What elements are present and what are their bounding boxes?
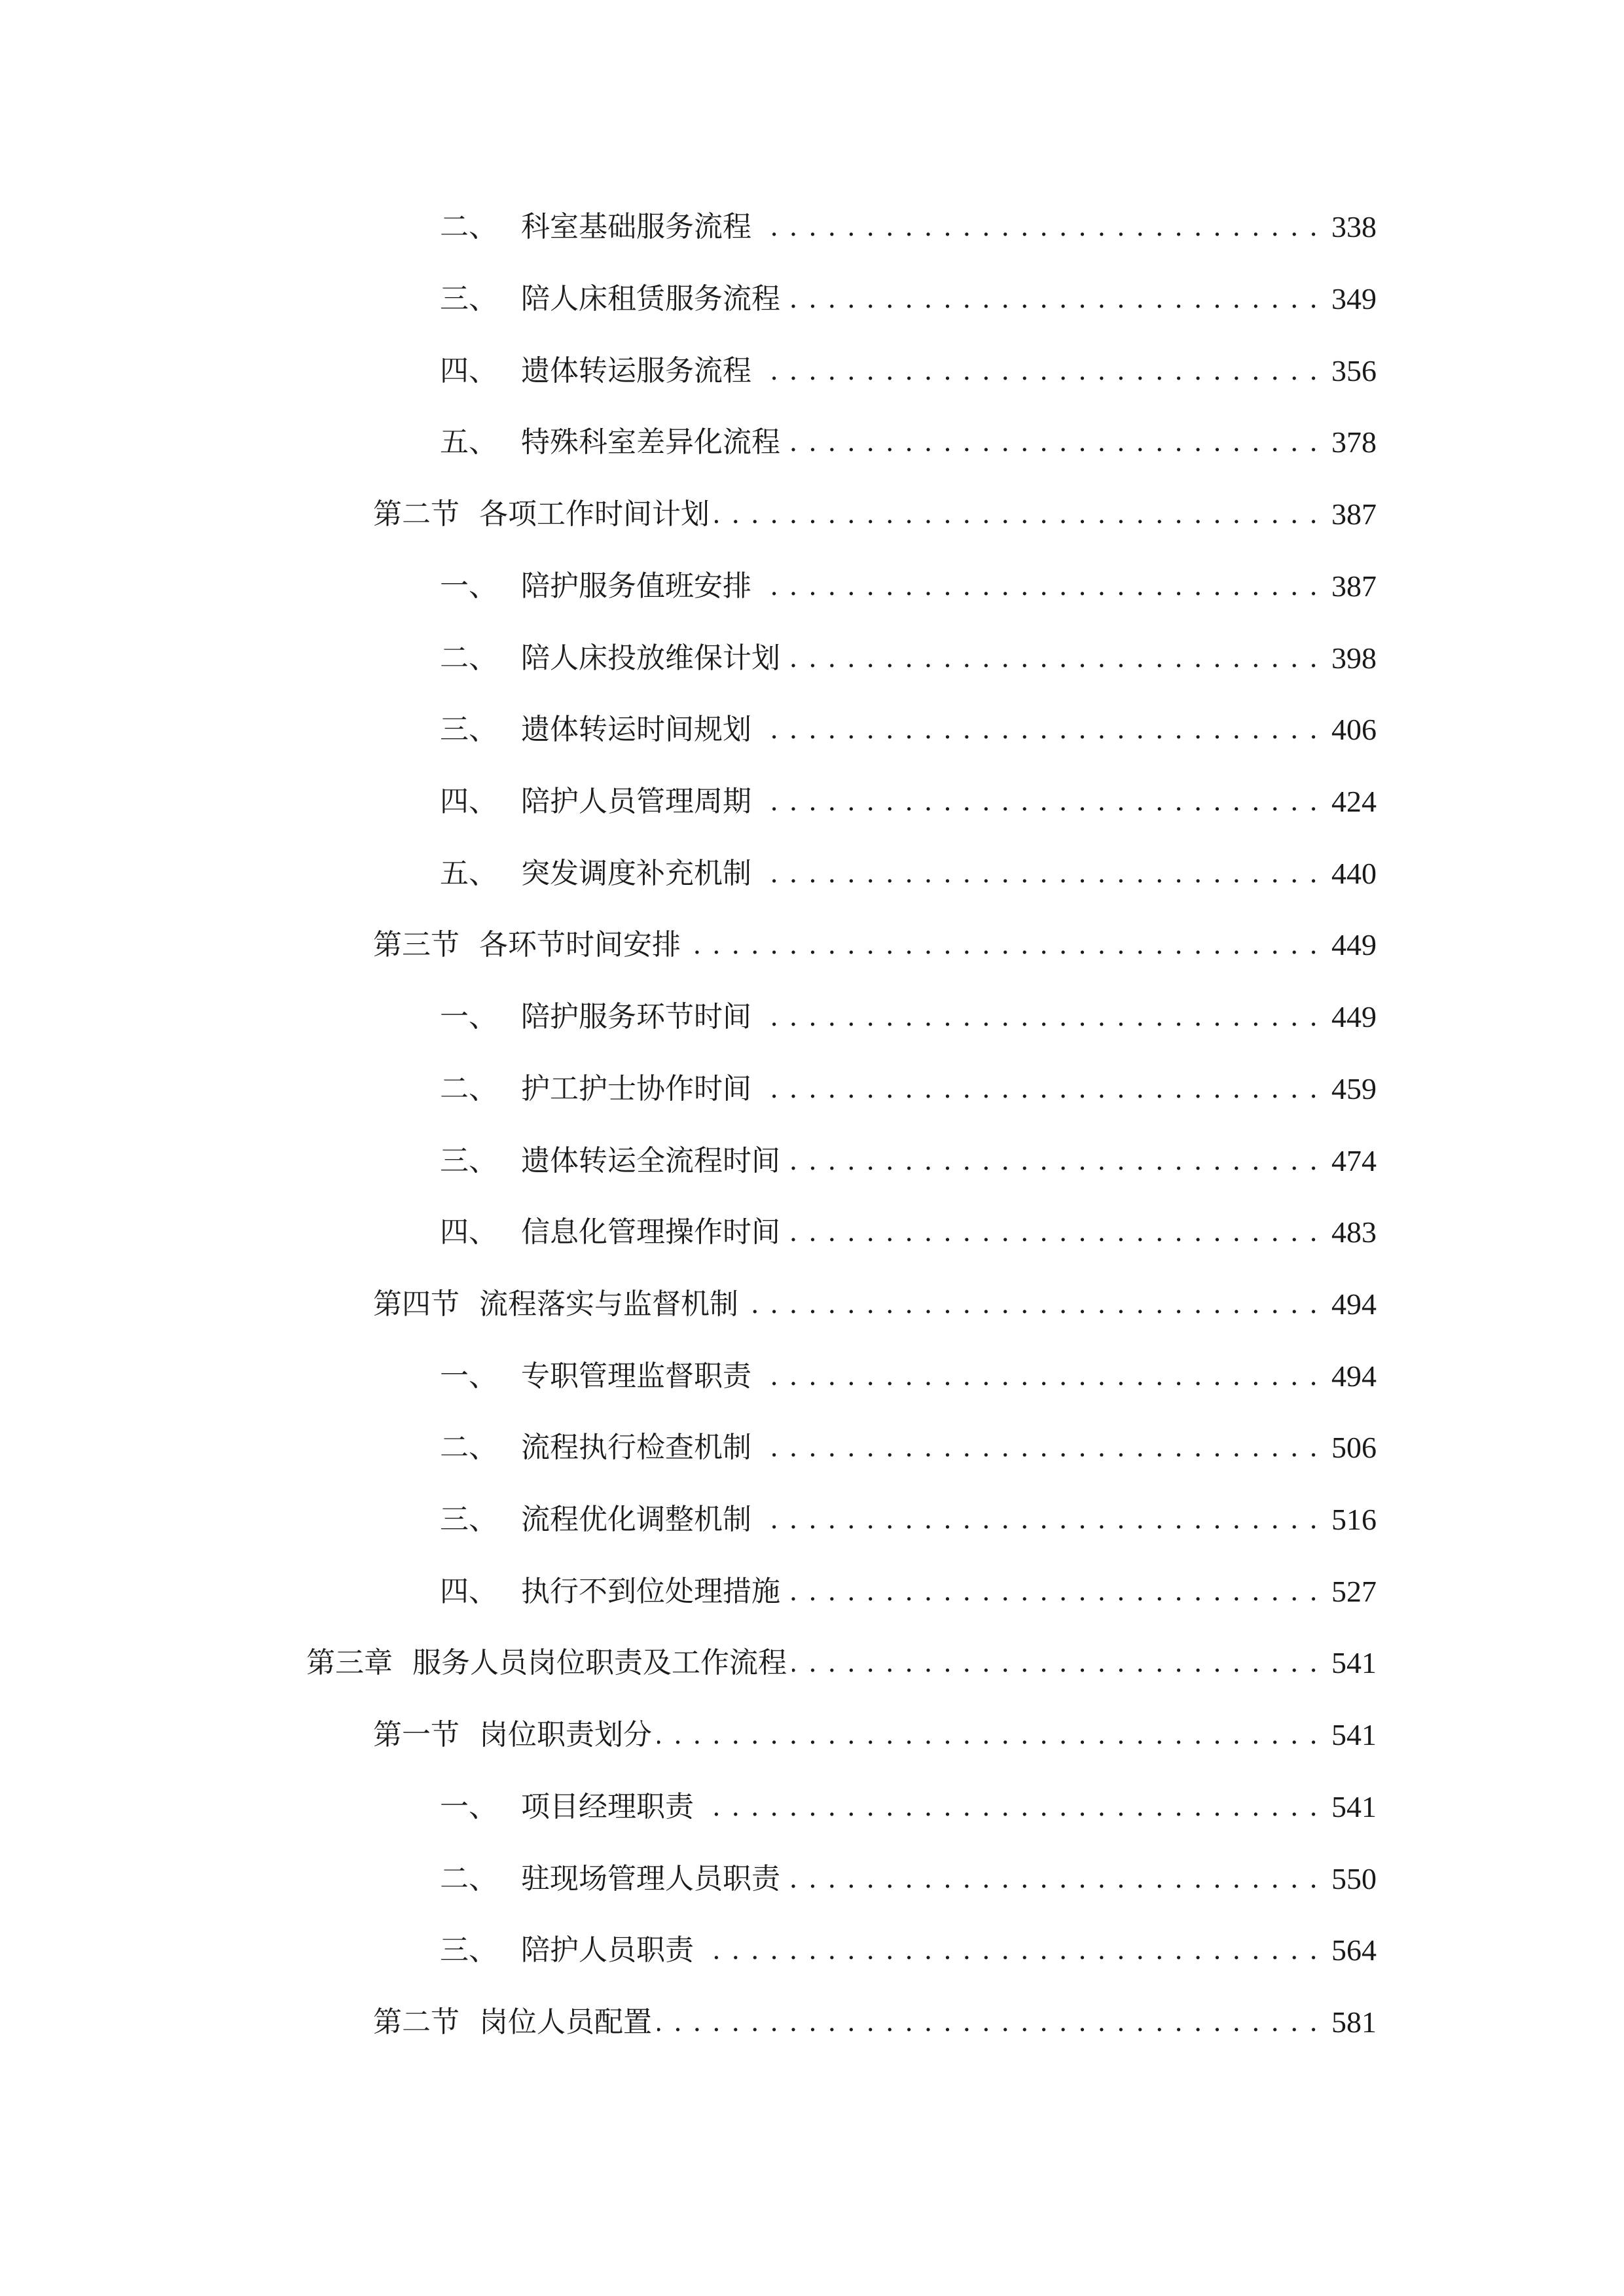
dot-leader bbox=[757, 704, 1319, 756]
dot-leader bbox=[785, 632, 1319, 685]
dot-leader bbox=[785, 273, 1319, 325]
dot-leader bbox=[657, 1996, 1319, 2049]
entry-number: 三、 bbox=[440, 1144, 497, 1177]
entry-title: 陪护人员职责 bbox=[521, 1933, 694, 1967]
entry-title: 陪人床租赁服务流程 bbox=[521, 282, 780, 315]
dot-leader bbox=[785, 416, 1319, 469]
entry-page-number: 459 bbox=[1331, 1072, 1377, 1105]
entry-number: 二、 bbox=[440, 1862, 497, 1895]
toc-entry[interactable] bbox=[440, 1422, 1377, 1474]
entry-number: 二、 bbox=[440, 1072, 497, 1105]
entry-title: 流程落实与监督机制 bbox=[479, 1287, 738, 1321]
entry-number: 第三节 bbox=[373, 928, 460, 961]
entry-page-number: 494 bbox=[1331, 1287, 1377, 1321]
entry-title: 各项工作时间计划 bbox=[479, 497, 710, 531]
toc-entry[interactable] bbox=[440, 704, 1377, 756]
entry-page-number: 349 bbox=[1331, 282, 1377, 315]
dot-leader bbox=[757, 560, 1319, 613]
toc-entry[interactable] bbox=[440, 345, 1377, 397]
dot-leader bbox=[686, 919, 1319, 971]
entry-number: 四、 bbox=[440, 1575, 497, 1608]
entry-page-number: 406 bbox=[1331, 713, 1377, 746]
entry-page-number: 338 bbox=[1331, 210, 1377, 243]
dot-leader bbox=[757, 991, 1319, 1043]
toc-entry-chapter[interactable] bbox=[306, 1637, 1377, 1689]
dot-leader bbox=[785, 1566, 1319, 1618]
entry-title: 护工护士协作时间 bbox=[521, 1072, 751, 1105]
toc-entry-section[interactable] bbox=[373, 1278, 1377, 1331]
toc-entry[interactable] bbox=[440, 632, 1377, 685]
dot-leader bbox=[699, 1781, 1319, 1833]
toc-entry[interactable] bbox=[440, 1063, 1377, 1115]
dot-leader bbox=[757, 776, 1319, 828]
toc-entry[interactable] bbox=[440, 416, 1377, 469]
entry-page-number: 506 bbox=[1331, 1431, 1377, 1464]
entry-title: 遗体转运服务流程 bbox=[521, 354, 751, 387]
toc-entry[interactable] bbox=[440, 273, 1377, 325]
entry-title: 陪护服务环节时间 bbox=[521, 1000, 751, 1033]
dot-leader bbox=[699, 1924, 1319, 1977]
entry-page-number: 449 bbox=[1331, 1000, 1377, 1033]
dot-leader bbox=[757, 1422, 1319, 1474]
entry-number: 三、 bbox=[440, 282, 497, 315]
entry-page-number: 474 bbox=[1331, 1144, 1377, 1177]
entry-number: 二、 bbox=[440, 641, 497, 675]
entry-page-number: 398 bbox=[1331, 641, 1377, 675]
entry-title: 专职管理监督职责 bbox=[521, 1359, 751, 1393]
entry-page-number: 541 bbox=[1331, 1790, 1377, 1823]
dot-leader bbox=[757, 201, 1319, 253]
entry-page-number: 356 bbox=[1331, 354, 1377, 387]
entry-number: 四、 bbox=[440, 785, 497, 818]
entry-page-number: 378 bbox=[1331, 425, 1377, 459]
toc-entry[interactable] bbox=[440, 560, 1377, 613]
entry-page-number: 440 bbox=[1331, 857, 1377, 890]
dot-leader bbox=[657, 1709, 1319, 1761]
entry-page-number: 550 bbox=[1331, 1862, 1377, 1895]
dot-leader bbox=[757, 848, 1319, 900]
toc-entry-section[interactable] bbox=[373, 919, 1377, 971]
toc-entry-section[interactable] bbox=[373, 1996, 1377, 2049]
toc-entry[interactable] bbox=[440, 201, 1377, 253]
entry-number: 三、 bbox=[440, 1503, 497, 1536]
toc-entry[interactable] bbox=[440, 848, 1377, 900]
dot-leader bbox=[715, 488, 1319, 541]
entry-page-number: 387 bbox=[1331, 497, 1377, 531]
toc-entry-section[interactable] bbox=[373, 1709, 1377, 1761]
entry-page-number: 581 bbox=[1331, 2005, 1377, 2039]
entry-title: 遗体转运全流程时间 bbox=[521, 1144, 780, 1177]
entry-number: 三、 bbox=[440, 1933, 497, 1967]
dot-leader bbox=[757, 1063, 1319, 1115]
entry-title: 项目经理职责 bbox=[521, 1790, 694, 1823]
entry-number: 一、 bbox=[440, 569, 497, 603]
entry-number: 第一节 bbox=[373, 1718, 460, 1751]
toc-entry[interactable] bbox=[440, 1135, 1377, 1187]
entry-page-number: 387 bbox=[1331, 569, 1377, 603]
entry-number: 一、 bbox=[440, 1790, 497, 1823]
entry-page-number: 527 bbox=[1331, 1575, 1377, 1608]
entry-page-number: 449 bbox=[1331, 928, 1377, 961]
entry-title: 信息化管理操作时间 bbox=[521, 1215, 780, 1249]
dot-leader bbox=[757, 345, 1319, 397]
entry-title: 遗体转运时间规划 bbox=[521, 713, 751, 746]
entry-number: 第四节 bbox=[373, 1287, 460, 1321]
entry-number: 二、 bbox=[440, 210, 497, 243]
entry-title: 执行不到位处理措施 bbox=[521, 1575, 780, 1608]
entry-number: 第二节 bbox=[373, 497, 460, 531]
entry-title: 岗位职责划分 bbox=[479, 1718, 652, 1751]
entry-page-number: 541 bbox=[1331, 1718, 1377, 1751]
dot-leader bbox=[785, 1135, 1319, 1187]
entry-number: 一、 bbox=[440, 1359, 497, 1393]
dot-leader bbox=[792, 1637, 1319, 1689]
entry-page-number: 541 bbox=[1331, 1646, 1377, 1679]
entry-page-number: 494 bbox=[1331, 1359, 1377, 1393]
entry-title: 流程优化调整机制 bbox=[521, 1503, 751, 1536]
entry-title: 陪护服务值班安排 bbox=[521, 569, 751, 603]
entry-title: 突发调度补充机制 bbox=[521, 857, 751, 890]
entry-number: 二、 bbox=[440, 1431, 497, 1464]
dot-leader bbox=[785, 1206, 1319, 1259]
entry-title: 流程执行检查机制 bbox=[521, 1431, 751, 1464]
entry-page-number: 424 bbox=[1331, 785, 1377, 818]
entry-number: 第二节 bbox=[373, 2005, 460, 2039]
entry-page-number: 483 bbox=[1331, 1215, 1377, 1249]
toc-entry[interactable] bbox=[440, 1206, 1377, 1259]
toc-entry[interactable] bbox=[440, 1350, 1377, 1403]
toc-entry[interactable] bbox=[440, 1853, 1377, 1905]
dot-leader bbox=[757, 1494, 1319, 1546]
toc-entry[interactable] bbox=[440, 776, 1377, 828]
entry-number: 一、 bbox=[440, 1000, 497, 1033]
entry-number: 五、 bbox=[440, 857, 497, 890]
toc-entry[interactable] bbox=[440, 1566, 1377, 1618]
entry-title: 陪护人员管理周期 bbox=[521, 785, 751, 818]
entry-number: 四、 bbox=[440, 354, 497, 387]
toc-entry[interactable] bbox=[440, 1781, 1377, 1833]
entry-title: 陪人床投放维保计划 bbox=[521, 641, 780, 675]
toc-entry[interactable] bbox=[440, 991, 1377, 1043]
entry-title: 服务人员岗位职责及工作流程 bbox=[412, 1646, 787, 1679]
entry-title: 驻现场管理人员职责 bbox=[521, 1862, 780, 1895]
entry-number: 三、 bbox=[440, 713, 497, 746]
entry-number: 四、 bbox=[440, 1215, 497, 1249]
dot-leader bbox=[757, 1350, 1319, 1403]
toc-entry[interactable] bbox=[440, 1494, 1377, 1546]
toc-entry[interactable] bbox=[440, 1924, 1377, 1977]
entry-title: 岗位人员配置 bbox=[479, 2005, 652, 2039]
entry-page-number: 564 bbox=[1331, 1933, 1377, 1967]
dot-leader bbox=[744, 1278, 1319, 1331]
dot-leader bbox=[785, 1853, 1319, 1905]
entry-number: 第三章 bbox=[306, 1646, 393, 1679]
entry-title: 特殊科室差异化流程 bbox=[521, 425, 780, 459]
toc-entry-section[interactable] bbox=[373, 488, 1377, 541]
entry-title: 科室基础服务流程 bbox=[521, 210, 751, 243]
entry-page-number: 516 bbox=[1331, 1503, 1377, 1536]
entry-number: 五、 bbox=[440, 425, 497, 459]
entry-title: 各环节时间安排 bbox=[479, 928, 681, 961]
